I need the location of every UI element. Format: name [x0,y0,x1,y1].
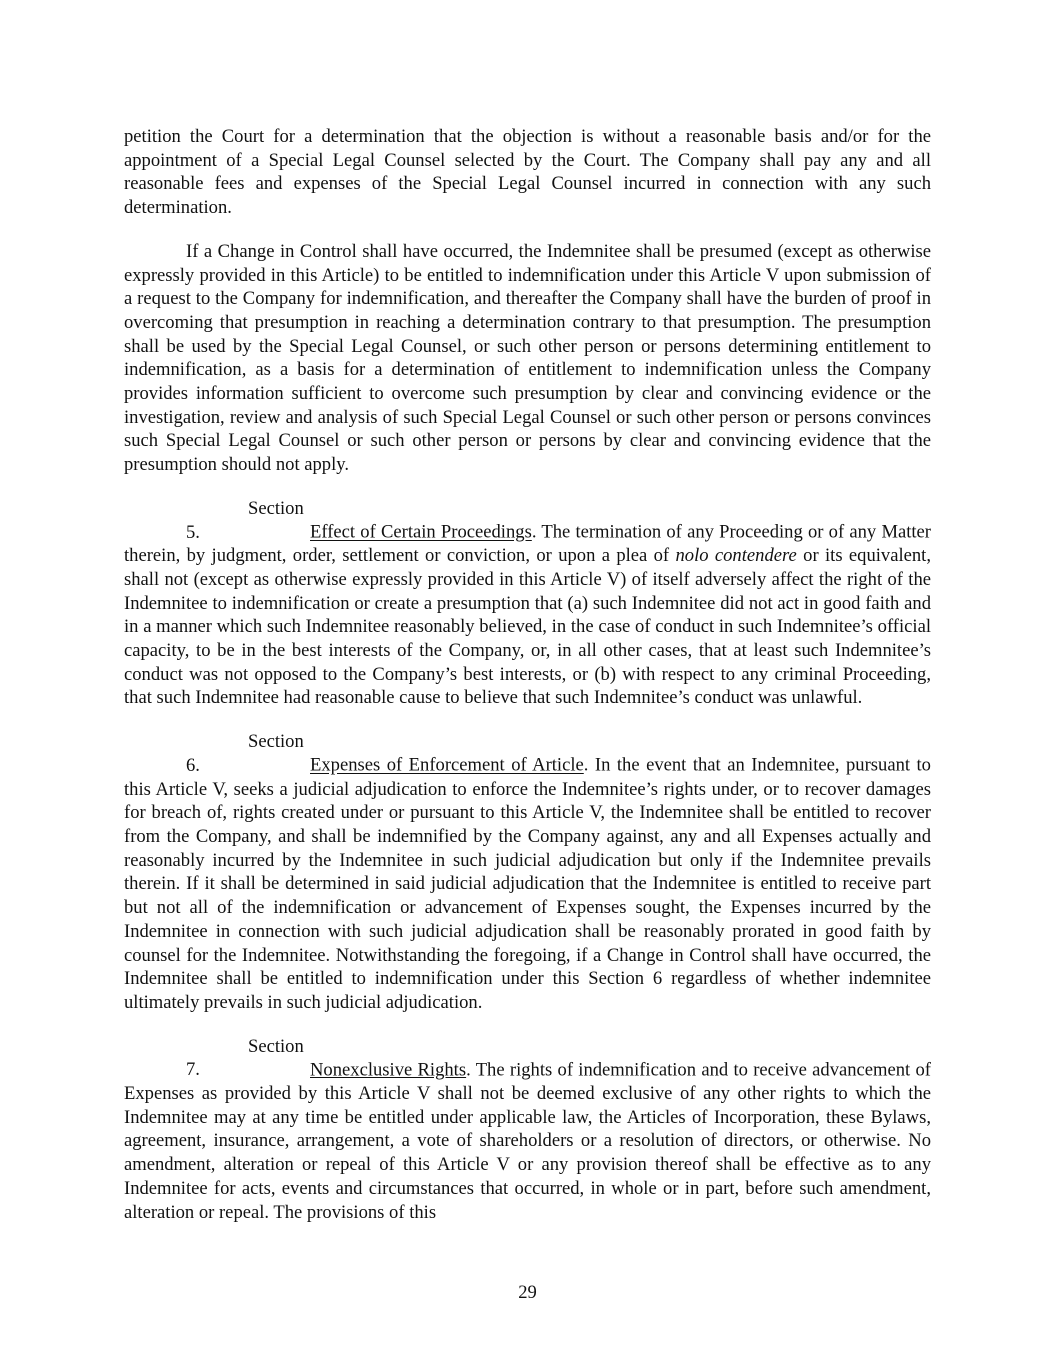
section-5-text-start: . The termination of any Proceeding or of any Matter therein, by judgment, order, settlement or conviction, or upon a plea of [124,521,931,567]
paragraph-change-in-control: If a Change in Control shall have occurred, the Indemnitee shall be presumed (except as otherwise expressly provided in this Article) to be entitled to indemnification under this Article V upon submission of a request to the Company for indemnification, and thereafter the Company shall have the burden of proof in overcoming that presumption in reaching a determination contrary to that presumption. The presumption shall be used by the Special Legal Counsel, or such other person or persons determining entitlement to indemnification, as a basis for a determination of entitlement to indemnification unless the Company provides information sufficient to overcome such presumption by clear and convincing evidence or the investigation, review and analysis of such Special Legal Counsel or such other person or persons convinces such Special Legal Counsel or such other person or persons by clear and convincing evidence that the presumption should not apply. [124,240,931,476]
document-body [124,125,931,1244]
section-6-number: Section 6. [186,731,304,776]
section-5-number: Section 5. [186,497,304,543]
section-6-text: . In the event that an Indemnitee, pursuant to this Article V, seeks a judicial adjudication to enforce the Indemnitee’s rights under, or to recover damages for breach of, rights created under or pursuant to this Article V, the Indemnitee shall be entitled to recover from the Company, and shall be indemnified by the Company against, any and all Expenses actually and reasonably incurred by the Indemnitee in such judicial adjudication but only if the Indemnitee prevails therein. If it shall be determined in said judicial adjudication that the Indemnitee is entitled to receive part but not all of the indemnification or advancement of Expenses sought, the Expenses incurred by the Indemnitee in connection with such judicial adjudication shall be reasonably prorated in good faith by counsel for the Indemnitee. Notwithstanding the foregoing, if a Change in Control shall have occurred, the Indemnitee shall be entitled to indemnification under this Section 6 regardless of whether indemnitee ultimately prevails in such judicial adjudication. [124,754,931,1013]
section-7-text: . The rights of indemnification and to receive advancement of Expenses as provided by this Article V shall not be deemed exclusive of any other rights to which the Indemnitee may at any time be entitled under applicable law, the Articles of Incorporation, these Bylaws, agreement, insurance, arrangement, a vote of shareholders or a resolution of directors, or otherwise. No amendment, alteration or repeal of this Article V or any provision thereof shall be effective as to any Indemnitee for acts, events and circumstances that occurred, in whole or in part, before such amendment, alteration or repeal. The provisions of this [124,1059,932,1223]
section-5-italic-term: nolo contendere [675,545,797,567]
section-5 [124,497,931,710]
section-7 [124,1035,931,1225]
section-6-title: Expenses of Enforcement of Article [310,754,584,776]
section-6 [124,730,931,1014]
page-number: 29 [518,1282,537,1303]
section-5-text-end: or its equivalent, shall not (except as otherwise expressly provided in this Article V) of itself adversely affect the right of the Indemnitee to indemnification or create a presumption that (a) such Indemnitee did not act in good faith and in a manner which such Indemnitee reasonably believed, in the case of conduct in such Indemnitee’s official capacity, to be in the best interests of the Company, or, in all other cases, that at least such Indemnitee’s conduct was not opposed to the Company’s best interests, or (b) with respect to any criminal Proceeding, that such Indemnitee had reasonable cause to believe that such Indemnitee’s conduct was unlawful. [124,545,932,709]
paragraph-continuation: petition the Court for a determination that the objection is without a reasonable basis and/or for the appointment of a Special Legal Counsel selected by the Court. The Company shall pay any and all reasonable fees and expenses of the Special Legal Counsel incurred in connection with any such determination. [124,126,931,219]
section-7-title: Nonexclusive Rights [310,1059,467,1081]
section-5-title: Effect of Certain Proceedings [310,521,532,543]
section-7-number: Section 7. [186,1035,304,1081]
